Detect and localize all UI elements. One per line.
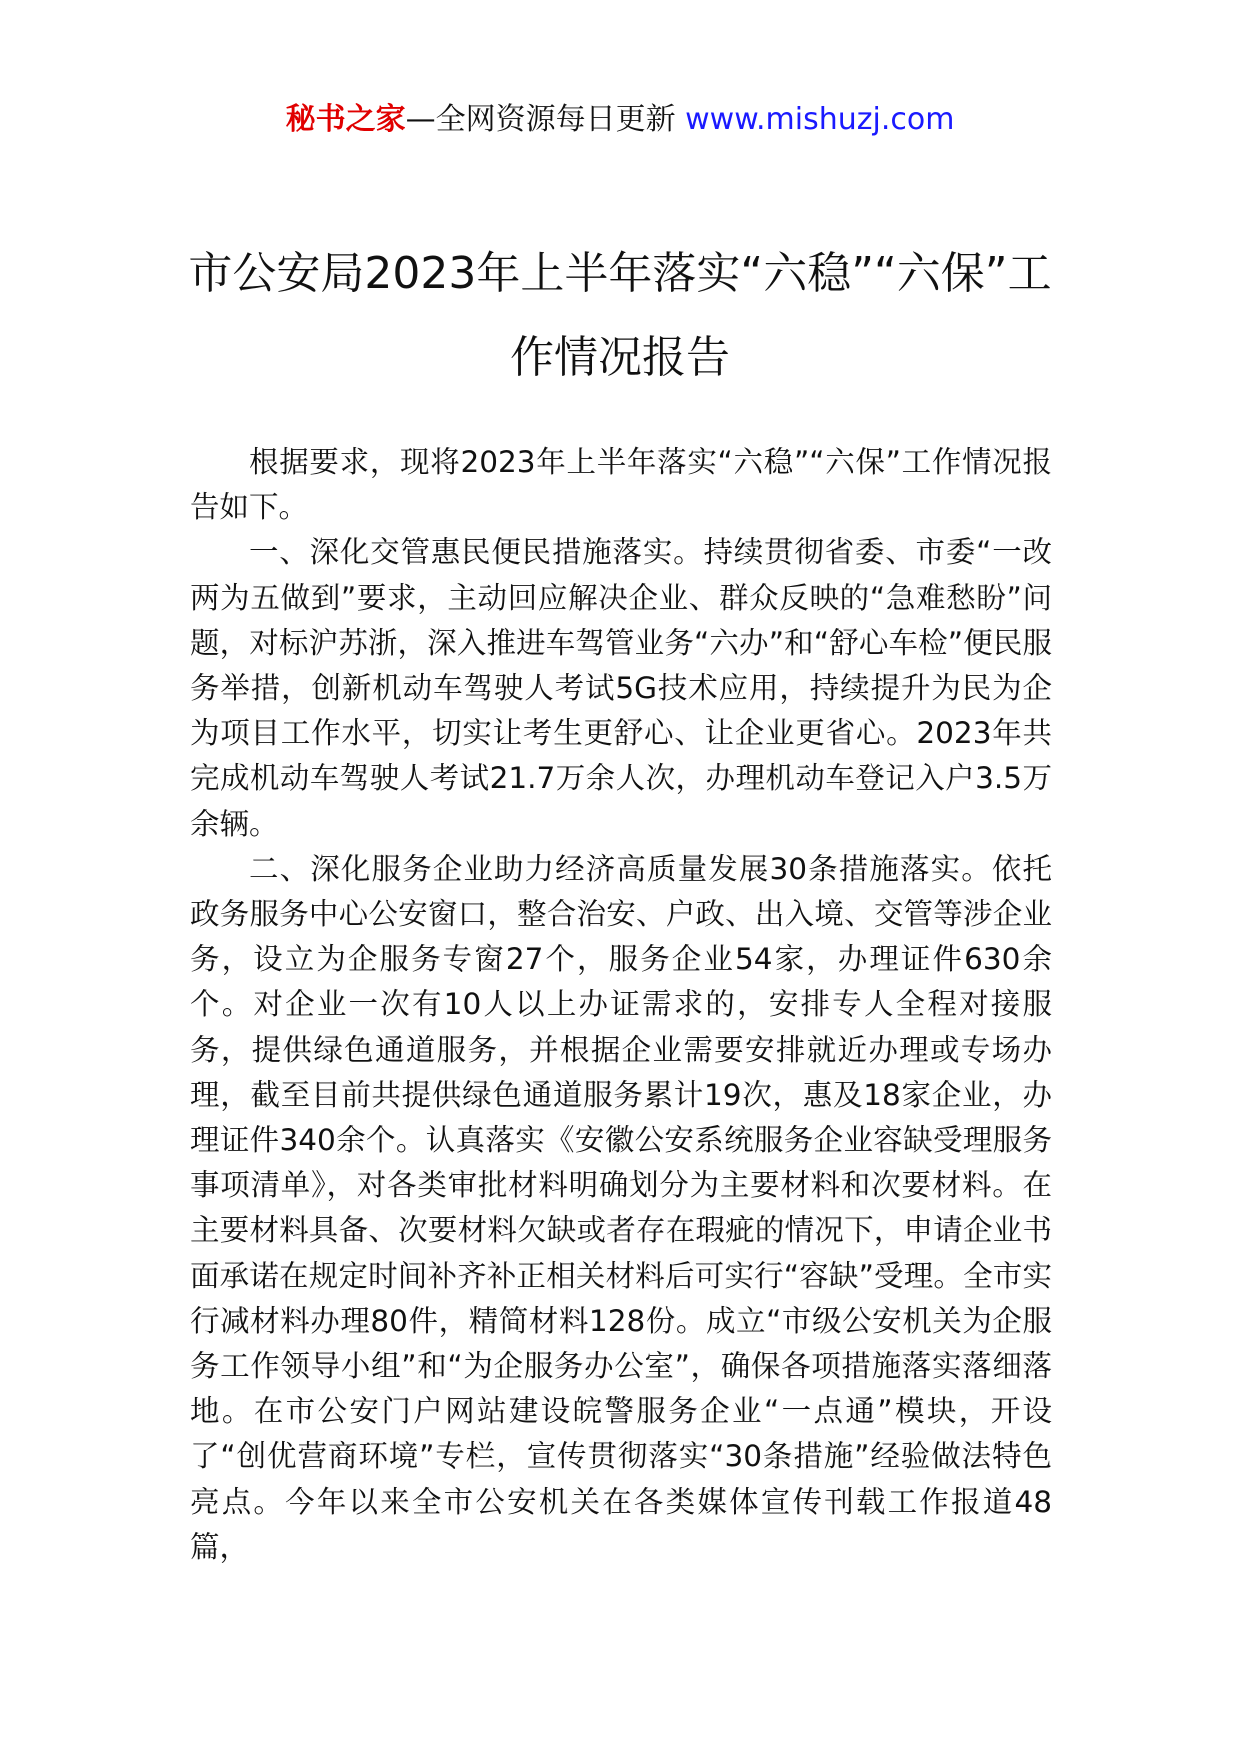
paragraph-intro: 根据要求，现将2023年上半年落实“六稳”“六保”工作情况报告如下。 — [190, 445, 1052, 525]
site-header — [0, 100, 1240, 140]
document-body — [190, 440, 1052, 1570]
paragraph-section-2: 二、深化服务企业助力经济高质量发展30条措施落实。依托政务服务中心公安窗口，整合治安、户政、出入境、交管等涉企业务，设立为企服务专窗27个，服务企业54家，办理证件630余个。对企业一次有10人以上办证需求的，安排专人全程对接服务，提供绿色通道服务，并根据企业需要安排就近办理或专场办理，截至目前共提供绿色通道服务累计19次，惠及18家企业，办理证件340余个。认真落实《安徽公安系统服务企业容缺受理服务事项清单》，对各类审批材料明确划分为主要材料和次要材料。在主要材料具备、次要材料欠缺或者存在瑕疵的情况下，申请企业书面承诺在规定时间补齐补正相关材料后可实行“容缺”受理。全市实行减材料办理80件，精简材料128份。成立“市级公安机关为企服务工作领导小组”和“为企服务办公室”，确保各项措施落实落细落地。在市公安门户网站建设皖警服务企业“一点通”模块，开设了“创优营商环境”专栏，宣传贯彻落实“30条措施”经验做法特色亮点。今年以来全市公安机关在各类媒体宣传刊载工作报道48篇， — [190, 851, 1052, 1564]
site-url-link[interactable]: www.mishuzj.com — [685, 102, 955, 137]
header-slogan: —全网资源每日更新 — [405, 102, 676, 137]
brand-name: 秘书之家 — [285, 102, 406, 137]
paragraph-section-1: 一、深化交管惠民便民措施落实。持续贯彻省委、市委“一改两为五做到”要求，主动回应解决企业、群众反映的“急难愁盼”问题，对标沪苏浙，深入推进车驾管业务“六办”和“舒心车检”便民服务举措，创新机动车驾驶人考试5G技术应用，持续提升为民为企为项目工作水平，切实让考生更舒心、让企业更省心。2023年共完成机动车驾驶人考试21.7万余人次，办理机动车登记入户3.5万余辆。 — [190, 535, 1052, 841]
document-title: 市公安局2023年上半年落实“六稳”“六保”工作情况报告 — [188, 248, 1052, 383]
